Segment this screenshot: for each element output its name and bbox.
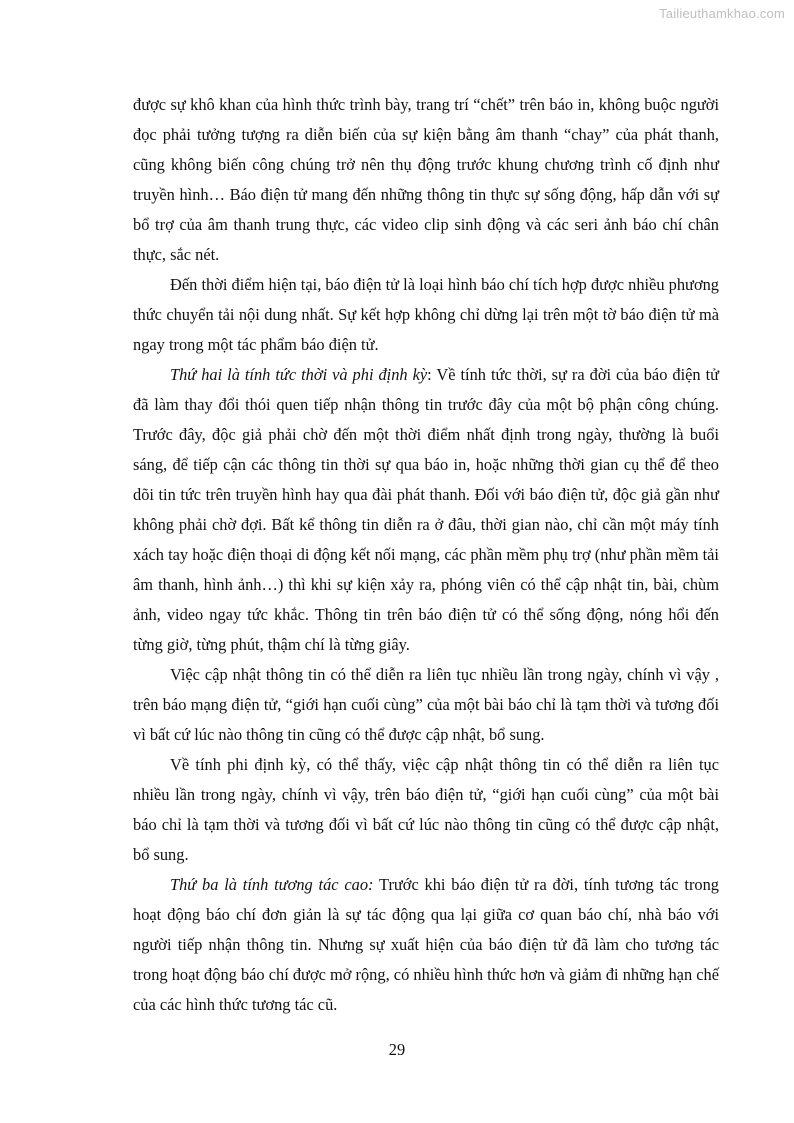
paragraph-2 — [133, 270, 719, 360]
document-body — [133, 90, 719, 1020]
paragraph-lead-italic: Thứ ba là tính tương tác cao: — [170, 875, 374, 894]
paragraph-1 — [133, 90, 719, 270]
watermark: Tailieuthamkhao.com — [659, 6, 785, 21]
paragraph-3 — [133, 360, 719, 660]
paragraph-lead-italic: Thứ hai là tính tức thời và phi định kỳ — [170, 365, 428, 384]
page-number: 29 — [388, 1040, 406, 1059]
paragraph-4 — [133, 660, 719, 750]
paragraph-text: : Về tính tức thời, sự ra đời của báo điện tử đã làm thay đổi thói quen tiếp nhận thông tin trước đây của một bộ phận công chúng. Trước đây, độc giả phải chờ đến một thời điểm nhất định trong ngày, thường là buổi sáng, để tiếp cận các thông tin thời sự qua báo in, hoặc những thời gian cụ thể để theo dõi tin tức trên truyền hình hay qua đài phát thanh. Đối với báo điện tử, độc giả gần như không phải chờ đợi. Bất kể thông tin diễn ra ở đâu, thời gian nào, chỉ cần một máy tính xách tay hoặc điện thoại di động kết nối mạng, các phần mềm phụ trợ (như phần mềm tải âm thanh, hình ảnh…) thì khi sự kiện xảy ra, phóng viên có thể cập nhật tin, bài, chùm ảnh, video ngay tức khắc. Thông tin trên báo điện tử có thể sống động, nóng hổi đến từng giờ, từng phút, thậm chí là từng giây. — [133, 365, 720, 654]
paragraph-text: được sự khô khan của hình thức trình bày, trang trí “chết” trên báo in, không buộc người đọc phải tưởng tượng ra diễn biến của sự kiện bằng âm thanh “chay” của phát thanh, cũng không biến công chúng trở nên thụ động trước khung chương trình cố định như truyền hình… Báo điện tử mang đến những thông tin thực sự sống động, hấp dẫn với sự bổ trợ của âm thanh trung thực, các video clip sinh động và các seri ảnh báo chí chân thực, sắc nét. — [133, 95, 719, 264]
paragraph-6 — [133, 870, 719, 1020]
paragraph-text: Về tính phi định kỳ, có thể thấy, việc cập nhật thông tin có thể diễn ra liên tục nhiều lần trong ngày, chính vì vậy, trên báo điện tử, “giới hạn cuối cùng” của một bài báo chỉ là tạm thời và tương đối vì bất cứ lúc nào thông tin cũng có thể được cập nhật, bổ sung. — [133, 755, 719, 864]
paragraph-text: Việc cập nhật thông tin có thể diễn ra liên tục nhiều lần trong ngày, chính vì vậy , trên báo mạng điện tử, “giới hạn cuối cùng” của một bài báo chỉ là tạm thời và tương đối vì bất cứ lúc nào thông tin cũng có thể được cập nhật, bổ sung. — [133, 665, 719, 744]
paragraph-5 — [133, 750, 719, 870]
paragraph-text: Đến thời điểm hiện tại, báo điện tử là loại hình báo chí tích hợp được nhiều phương thức chuyển tải nội dung nhất. Sự kết hợp không chỉ dừng lại trên một tờ báo điện tử mà ngay trong một tác phẩm báo điện tử. — [133, 275, 719, 354]
paragraph-text: Trước khi báo điện tử ra đời, tính tương tác trong hoạt động báo chí đơn giản là sự tác động qua lại giữa cơ quan báo chí, nhà báo với người tiếp nhận thông tin. Nhưng sự xuất hiện của báo điện tử đã làm cho tương tác trong hoạt động báo chí được mở rộng, có nhiều hình thức hơn và giảm đi những hạn chế của các hình thức tương tác cũ. — [133, 875, 719, 1014]
